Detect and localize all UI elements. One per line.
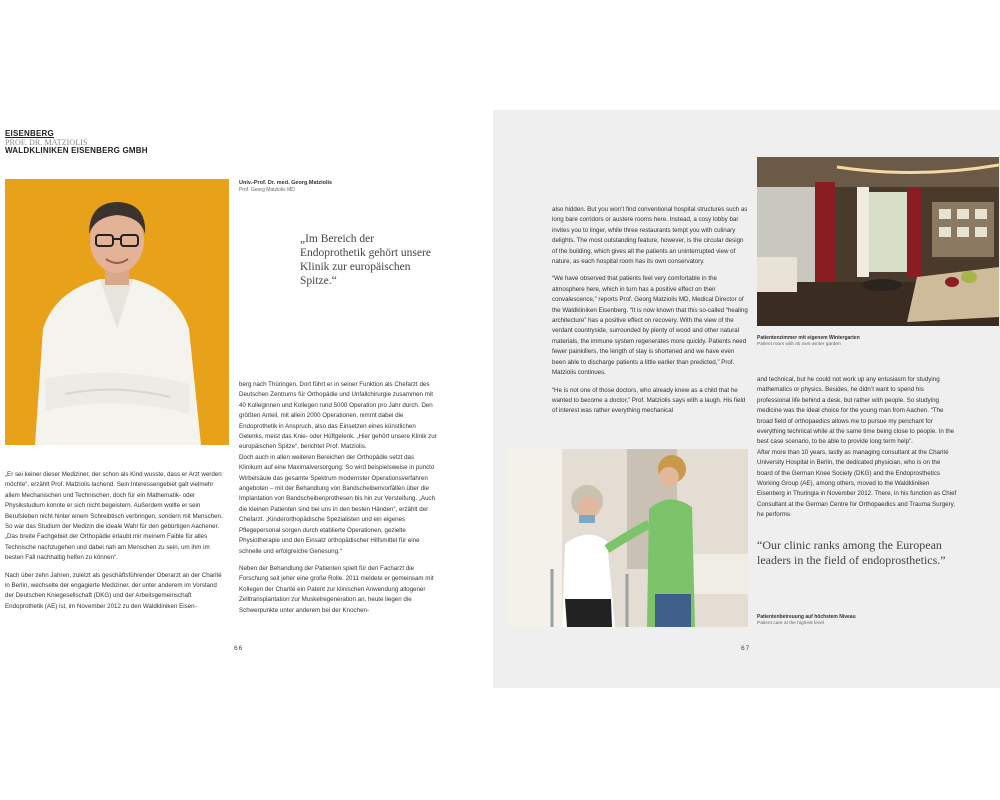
text-column-2 <box>239 380 437 623</box>
paragraph: also hidden. But you won’t find conventional hospital structures such as long bare corridors or austere rooms here. Instead, a cosy lobby bar invites you to linger, while three restaurants tempt you with culinary delights. The most outstanding feature, however, is the circular design of the building, which gives all the patients an uninterrupted view of nature, as each hospital room has its own conservatory. <box>552 206 748 266</box>
paragraph: Nach über zehn Jahren, zuletzt als geschäftsführender Oberarzt an der Charité in Berlin, wechselte der engagierte Mediziner, der unter anderem im Vorstand der Deutschen Kniegesellschaft (DKG) und der Arbeitsgemeinschaft Endoprothetik (AE) ist, im November 2012 zu den Waldkliniken Eisen- <box>5 571 222 610</box>
patient-care-photo <box>507 449 748 627</box>
portrait-photo <box>5 179 229 445</box>
pull-quote-english: “Our clinic ranks among the European leaders in the field of endoprosthetics.” <box>757 538 946 567</box>
page-number-right: 67 <box>741 645 751 652</box>
care-caption-sub: Patient care at the highest level <box>757 621 824 626</box>
patient-room-photo <box>757 157 999 326</box>
portrait-caption-name: Univ.-Prof. Dr. med. Georg Matziolis <box>239 180 333 186</box>
text-column-1 <box>5 470 227 619</box>
paragraph: berg nach Thüringen. Dort führt er in seiner Funktion als Chefarzt des Deutschen Zentrums für Orthopädie und Unfallchirurgie zusammen mit 40 Kolleginnen und Kollegen rund 5000 Operation pro Jahr durch. Den größten Anteil, mit allein 2000 Operationen, nimmt dabei die Endoprothetik in Anspruch, also das Einsetzen eines künstlichen Gelenks, meist das Knie- oder Hüftgelenk. „Hier gehört unsere Klinik zur europäischen Spitze“, berichtet Prof. Matziolis. <box>239 381 437 451</box>
paragraph: and technical, but he could not work up any entusiasm for studying mathematics or physics. Besides, he didn’t want to spend his professional life behind a desk, but rather with people. So studying medicine was the ideal choice for the young man from Aachen. “The broad field of orthopaedics allows me to pursue my penchant for everything technical while at the same time being close to people. In the best case scenario, to be able to provide long term help”. <box>757 376 955 446</box>
portrait-caption-sub: Prof. Georg Matziolis MD <box>239 187 295 193</box>
room-caption: Patientenzimmer mit eigenem Wintergarten <box>757 335 860 341</box>
text-column-3 <box>552 205 748 424</box>
header-clinic: WALDKLINIKEN EISENBERG GMBH <box>5 146 148 155</box>
paragraph: Doch auch in allen weiteren Bereichen der Orthopädie setzt das Klinikum auf eine Maximalversorgung: So wird beispielsweise in puncto Wirbelsäule das gesamte Spektrum modernster Operationsverfahren angeboten – mit der Behandlung von Bandscheibenvorfällen über die Implantation von Bandscheibenprothesen bis hin zur Versteifung. „Auch die kleinen Patienten sind bei uns in den besten Händen“, erzählt der Chefarzt. „Kinderorthopädische Spezialisten und ein eigenes Pflegepersonal sorgen durch etablierte Operationen, gezielte Physiotherapie und den Einsatz orthopädischer Hilfsmittel für eine schnelle und erfolgreiche Genesung.“ <box>239 453 436 555</box>
header-doctor: PROF. DR. MATZIOLIS <box>5 138 88 147</box>
page-number-left: 66 <box>234 645 244 652</box>
pull-quote-german: „Im Bereich der Endoprothetik gehört unsere Klinik zur europäischen Spitze.“ <box>300 233 431 288</box>
paragraph: After more than 10 years, lastly as managing consultant at the Charité University Hospital in Berlin, the dedicated physician, who is on the board of the German Knee Society (DKG) and the Endoprosthetics Working Group (AE), among others, moved to the Waldkliniken Eisenberg in Thuringia in November 2012. There, in his function as Chief Consultant at the German Centre for Orthopaedics and Trauma Surgery, he performs <box>757 448 957 519</box>
paragraph: Neben der Behandlung der Patienten spielt für den Facharzt die Forschung seit jeher eine große Rolle. 2011 meldete er gemeinsam mit Kollegen der Charité ein Patent zur klinischen Anwendung allogener Zelltransplantation zur Muskelregeneration an, heute liegen die Schwerpunkte unter anderem bei der Knochen- <box>239 564 434 614</box>
paragraph: “We have observed that patients feel very comfortable in the atmosphere here, which in turn has a positive effect on their convalescence,” reports Prof. Georg Matziolis MD, Medical Director of the Waldkliniken Eisenberg. “It is now known that this so-called “healing architecture” has a positive effect on recovery. With the view of the verdant countryside, surrounded by plenty of wood and other natural materials, the immune system regenerates more quickly. Patients need fewer painkillers, the length of stay is shortened and we have even been able to discharge patients a little earlier than predicted,” Prof. Matziolis continues. <box>552 275 748 377</box>
paragraph: “He is not one of those doctors, who already knew as a child that he wanted to become a doctor,” Prof. Matziolis says with a laugh. His field of interest was rather everything mechanical <box>552 386 746 415</box>
care-caption: Patientenbetreuung auf höchstem Niveau <box>757 614 856 620</box>
text-column-4 <box>757 375 957 528</box>
room-caption-sub: Patient room with its own winter garden <box>757 342 841 347</box>
paragraph: „Er sei keiner dieser Mediziner, der schon als Kind wusste, dass er Arzt werden möchte“, erzählt Prof. Matziolis lachend. Sein Interessengebiet galt vielmehr allem Mechanischen und Technischen, doch für ein Mathematik- oder Physikstudium konnte er sich nicht begeistern. Außerdem wollte er sein Berufsleben nicht hinter einem Schreibtisch verbringen, sondern mit Menschen. So war das Studium der Medizin die ideale Wahl für den gebürtigen Aachener. „Das breite Fachgebiet der Orthopädie erlaubt mir meinem Faible für alles Technische nachzugehen und dabei nah am Menschen zu sein, um ihm im besten Fall nachhaltig helfen zu können“. <box>5 471 223 562</box>
header-location: EISENBERG <box>5 129 54 138</box>
